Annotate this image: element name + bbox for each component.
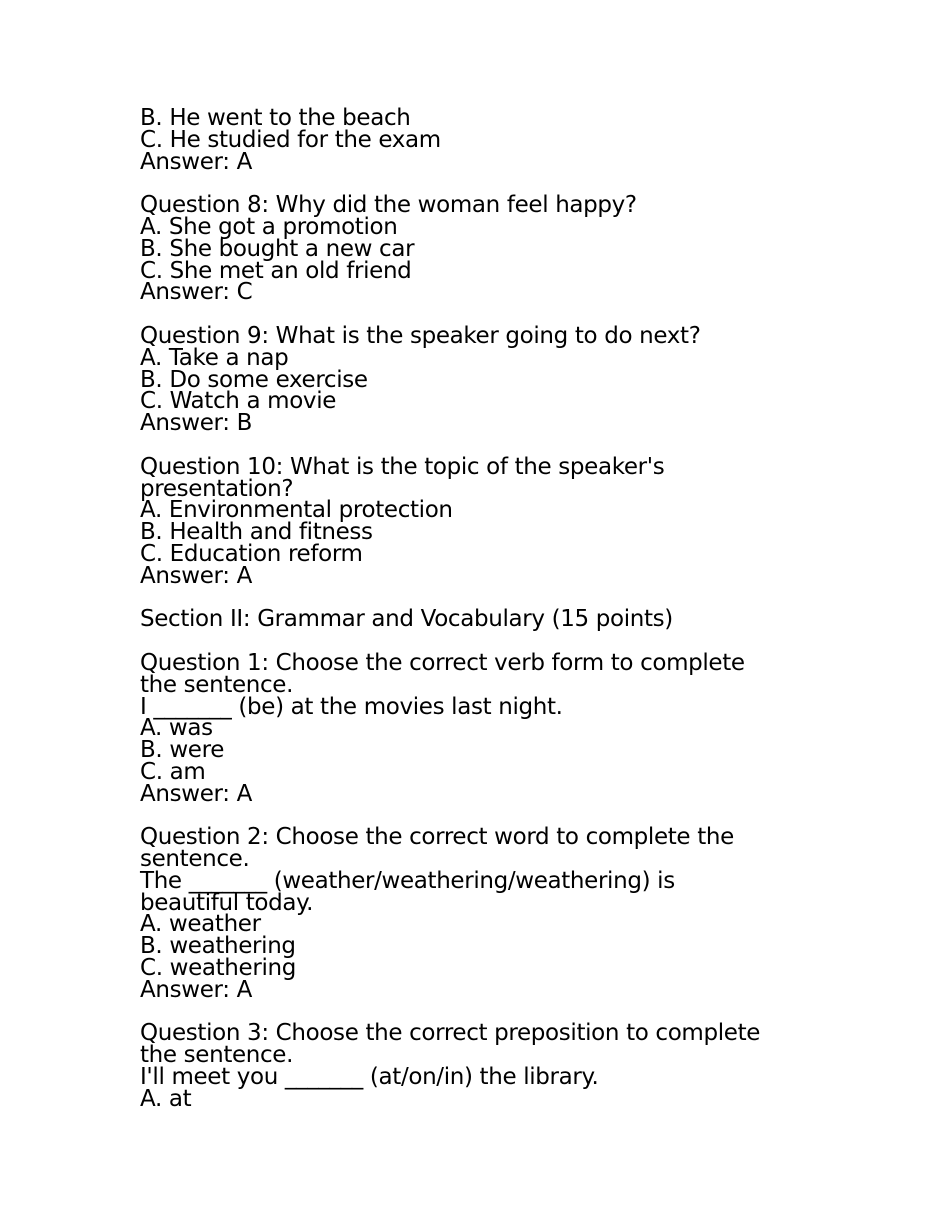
text-line: A. at bbox=[140, 1085, 192, 1112]
text-line: Question 3: Choose the correct preposition to complete bbox=[140, 1020, 761, 1047]
text-block bbox=[140, 322, 820, 437]
text-line: A. She got a promotion bbox=[140, 213, 398, 240]
text-line: A. was bbox=[140, 715, 213, 742]
document-page bbox=[140, 105, 820, 1132]
text-line: Question 8: Why did the woman feel happy? bbox=[140, 192, 637, 219]
text-line: C. weathering bbox=[140, 955, 296, 982]
text-line: B. He went to the beach bbox=[140, 105, 411, 131]
text-line: Answer: B bbox=[140, 410, 252, 437]
text-line: sentence. bbox=[140, 846, 250, 873]
text-line: the sentence. bbox=[140, 671, 294, 698]
text-line: A. weather bbox=[140, 911, 261, 938]
text-line: Section II: Grammar and Vocabulary (15 points) bbox=[140, 606, 673, 633]
text-line: beautiful today. bbox=[140, 889, 314, 916]
text-line: A. Environmental protection bbox=[140, 497, 453, 524]
text-line: The _______ (weather/weathering/weathering) is bbox=[140, 867, 675, 894]
text-line: C. He studied for the exam bbox=[140, 126, 441, 153]
text-line: presentation? bbox=[140, 475, 294, 502]
text-block bbox=[140, 606, 820, 633]
text-line: Answer: A bbox=[140, 780, 252, 807]
text-line: C. Watch a movie bbox=[140, 388, 337, 415]
text-line: C. am bbox=[140, 758, 206, 785]
text-line: Question 9: What is the speaker going to do next? bbox=[140, 322, 701, 349]
text-line: I _______ (be) at the movies last night. bbox=[140, 693, 563, 720]
text-line: Answer: A bbox=[140, 976, 252, 1003]
text-line: C. Education reform bbox=[140, 540, 363, 567]
text-line: Answer: A bbox=[140, 148, 252, 175]
text-block bbox=[140, 824, 820, 1003]
text-line: I'll meet you _______ (at/on/in) the library. bbox=[140, 1064, 599, 1091]
text-line: Answer: A bbox=[140, 562, 252, 589]
text-line: Question 10: What is the topic of the speaker's bbox=[140, 453, 665, 480]
text-block bbox=[140, 453, 820, 589]
text-block bbox=[140, 649, 820, 807]
text-line: B. weathering bbox=[140, 933, 296, 960]
text-line: B. Do some exercise bbox=[140, 366, 368, 393]
text-block bbox=[140, 105, 820, 175]
text-line: Question 1: Choose the correct verb form to complete bbox=[140, 649, 745, 676]
text-line: Question 2: Choose the correct word to complete the bbox=[140, 824, 734, 851]
text-line: B. Health and fitness bbox=[140, 519, 373, 546]
text-line: B. were bbox=[140, 737, 225, 764]
text-line: the sentence. bbox=[140, 1042, 294, 1069]
text-block bbox=[140, 192, 820, 306]
text-line: C. She met an old friend bbox=[140, 257, 412, 284]
text-line: B. She bought a new car bbox=[140, 235, 415, 262]
text-block bbox=[140, 1020, 820, 1112]
text-line: A. Take a nap bbox=[140, 344, 289, 371]
text-line: Answer: C bbox=[140, 279, 253, 306]
